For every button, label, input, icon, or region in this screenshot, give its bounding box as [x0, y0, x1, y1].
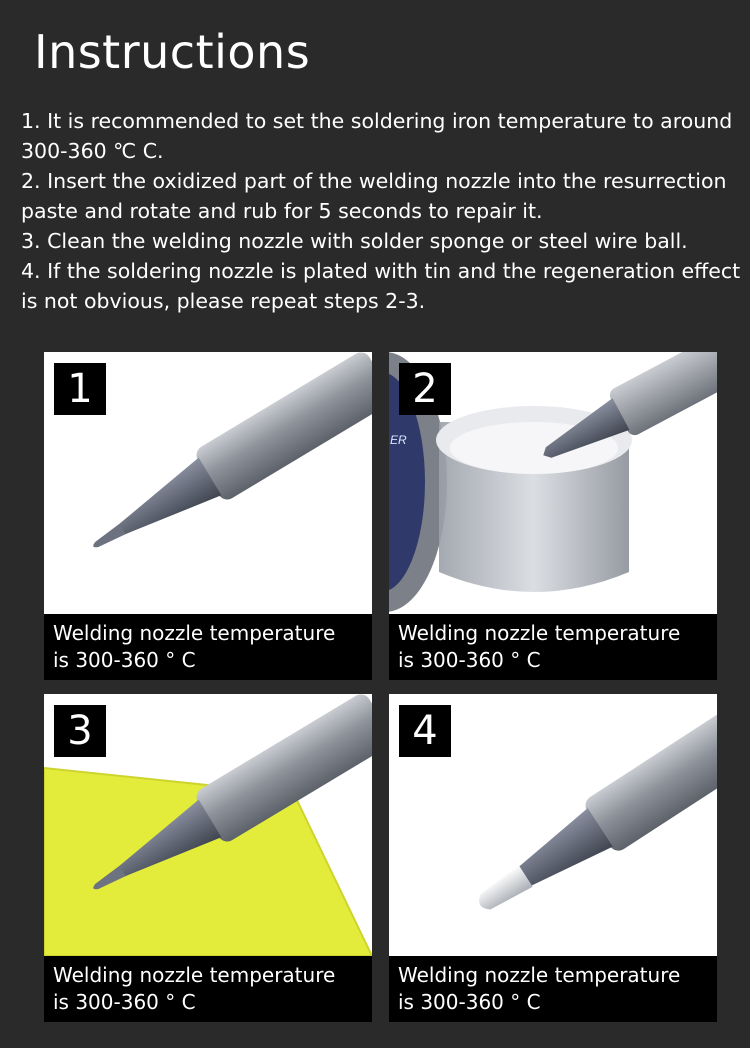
- instruction-list: [21, 106, 741, 316]
- step-caption: [389, 956, 717, 1022]
- caption-line-2: is 300-360 ° C: [53, 990, 196, 1014]
- caption-line-1: Welding nozzle temperature: [398, 963, 681, 987]
- step-caption: [44, 614, 372, 680]
- instruction-step-1: 1. It is recommended to set the soldering iron temperature to around 300-360 ℃ C.: [21, 109, 733, 163]
- jar-label-text: ER: [390, 433, 407, 447]
- instruction-step-2: 2. Insert the oxidized part of the welding nozzle into the resurrection paste and rotate and rub for 5 seconds to repair it.: [21, 169, 727, 223]
- caption-line-1: Welding nozzle temperature: [53, 621, 336, 645]
- caption-line-2: is 300-360 ° C: [398, 990, 541, 1014]
- instruction-step-3: 3. Clean the welding nozzle with solder sponge or steel wire ball.: [21, 229, 688, 253]
- step-number-badge: 2: [399, 363, 451, 415]
- page-title: Instructions: [34, 25, 311, 79]
- step-number-badge: 3: [54, 705, 106, 757]
- step-caption: [44, 956, 372, 1022]
- caption-line-1: Welding nozzle temperature: [53, 963, 336, 987]
- caption-line-2: is 300-360 ° C: [53, 648, 196, 672]
- step-card-2: [389, 352, 717, 680]
- step-caption: [389, 614, 717, 680]
- step-number-badge: 4: [399, 705, 451, 757]
- instruction-step-4: 4. If the soldering nozzle is plated with tin and the regeneration effect is not obvious, please repeat steps 2-3.: [21, 259, 741, 313]
- step-card-3: [44, 694, 372, 1022]
- step-card-4: [389, 694, 717, 1022]
- caption-line-2: is 300-360 ° C: [398, 648, 541, 672]
- step-number-badge: 1: [54, 363, 106, 415]
- caption-line-1: Welding nozzle temperature: [398, 621, 681, 645]
- step-card-1: [44, 352, 372, 680]
